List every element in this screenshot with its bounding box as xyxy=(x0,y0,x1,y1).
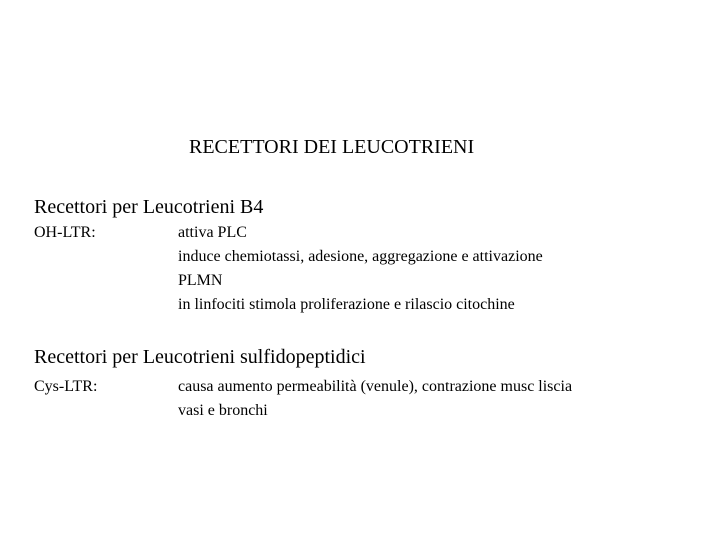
description-line: induce chemiotassi, adesione, aggregazione e attivazione xyxy=(178,248,543,265)
section-heading-sulfidopeptidici: Recettori per Leucotrieni sulfidopeptidici xyxy=(34,346,366,368)
description-line: vasi e bronchi xyxy=(178,402,268,419)
description-line: causa aumento permeabilità (venule), contrazione musc liscia xyxy=(178,378,573,395)
receptor-label-oh-ltr: OH-LTR: xyxy=(34,224,96,241)
receptor-label-cys-ltr: Cys-LTR: xyxy=(34,378,98,395)
description-line: in linfociti stimola proliferazione e rilascio citochine xyxy=(178,296,515,313)
slide-title: RECETTORI DEI LEUCOTRIENI xyxy=(189,136,475,158)
description-line: attiva PLC xyxy=(178,224,247,241)
section-heading-b4: Recettori per Leucotrieni B4 xyxy=(34,196,264,218)
description-line: PLMN xyxy=(178,272,223,289)
